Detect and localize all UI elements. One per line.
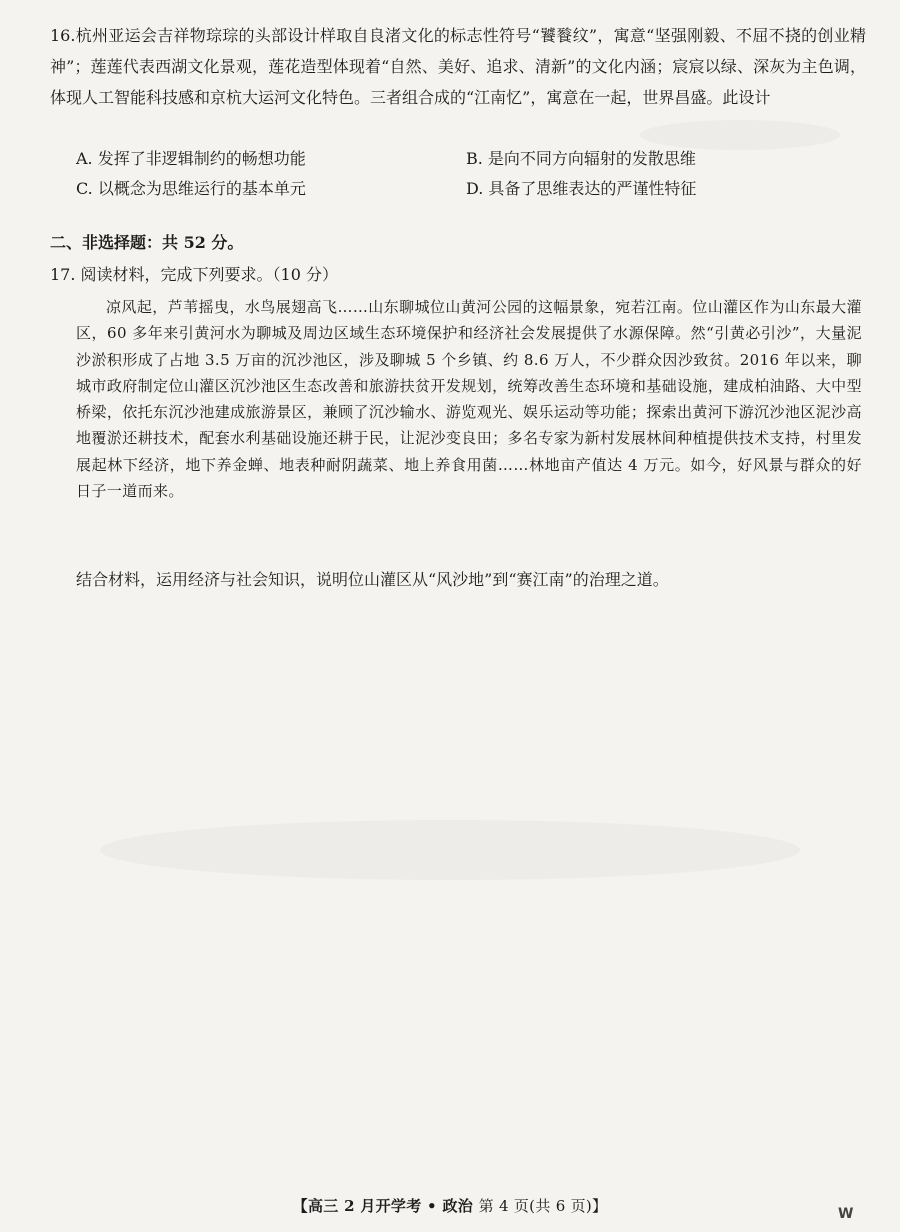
page-footer — [0, 1196, 900, 1216]
footer-page-number: 第 4 页(共 6 页)】 — [478, 1197, 608, 1215]
option-b[interactable]: B. 是向不同方向辐射的发散思维 — [466, 149, 696, 168]
option-a[interactable]: A. 发挥了非逻辑制约的畅想功能 — [76, 149, 306, 168]
corner-watermark: W — [838, 1206, 854, 1222]
question-17-material: 凉风起，芦苇摇曳，水鸟展翅高飞……山东聊城位山黄河公园的这幅景象，宛若江南。位山灌区作为山东最大灌区，60 多年来引黄河水为聊城及周边区域生态环境保护和经济社会发展提供了水源保障。然“引黄必引沙”，大量泥沙淤积形成了占地 3.5 万亩的沉沙池区，涉及聊城 5 个乡镇、约 8.6 万人，不少群众因沙致贫。2016 年以来，聊城市政府制定位山灌区沉沙池区生态改善和旅游扶贫开发规划，统筹改善生态环境和基础设施，建成柏油路、大中型桥梁，依托东沉沙池建成旅游景区，兼顾了沉沙输水、游览观光、娱乐运动等功能；探索出黄河下游沉沙池区泥沙高地覆淤还耕技术，配套水利基础设施还耕于民，让泥沙变良田；多名专家为新村发展林间种植提供技术支持，村里发展起林下经济，地下养金蝉、地表种耐阴蔬菜、地上养食用菌……林地亩产值达 4 万元。如今，好风景与群众的好日子一道而来。 — [76, 298, 862, 501]
question-16-text: 杭州亚运会吉祥物琮琮的头部设计样取自良渚文化的标志性符号“饕餮纹”，寓意“坚强刚毅、不屈不挠的创业精神”；莲莲代表西湖文化景观，莲花造型体现着“自然、美好、追求、清新”的文化内涵；宸宸以绿、深灰为主色调，体现人工智能科技感和京杭大运河文化特色。三者组合成的“江南忆”，寓意在一起，世界昌盛。此设计 — [50, 26, 866, 107]
footer-title: 【高三 2 月开学考 • 政治 — [292, 1197, 474, 1215]
scan-artifact — [100, 820, 800, 880]
question-16-number: 16. — [50, 26, 76, 45]
question-17-header: 17. 阅读材料，完成下列要求。（10 分） — [50, 265, 338, 284]
option-c[interactable]: C. 以概念为思维运行的基本单元 — [76, 179, 306, 198]
option-d[interactable]: D. 具备了思维表达的严谨性特征 — [466, 179, 697, 198]
question-17-task: 结合材料，运用经济与社会知识，说明位山灌区从“风沙地”到“赛江南”的治理之道。 — [76, 570, 669, 589]
section-title: 二、非选择题：共 52 分。 — [50, 233, 244, 252]
question-16-options — [76, 144, 856, 204]
question-16-stem — [50, 20, 866, 113]
